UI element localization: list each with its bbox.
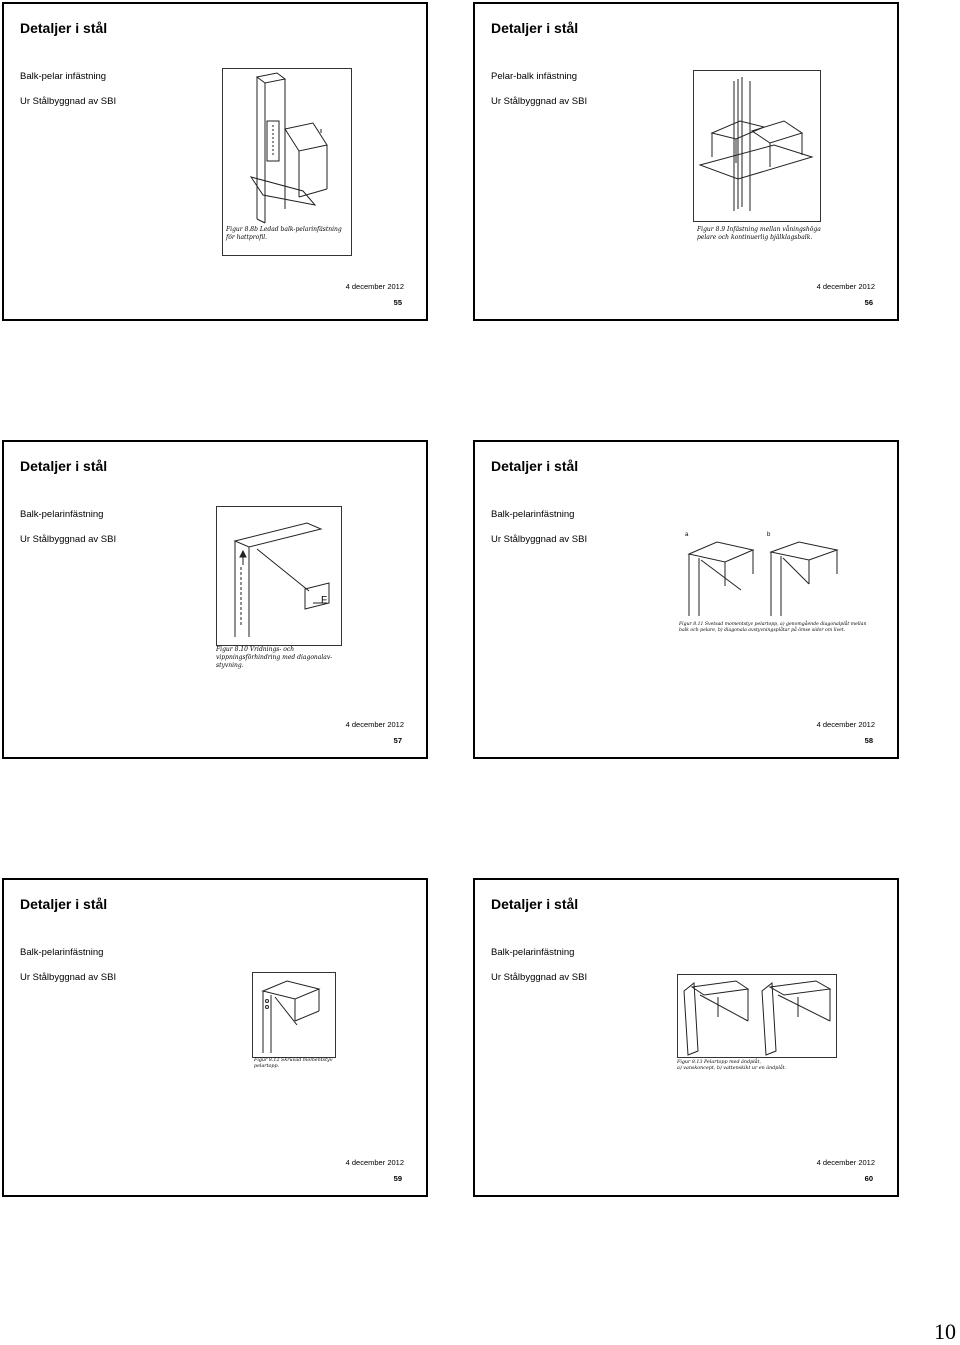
- slide-source: Ur Stålbyggnad av SBI: [491, 96, 588, 107]
- figure-caption: Figur 8.9 Infästning mellan våningshöga pelare och kontinuerlig bjälklagsbalk.: [697, 226, 821, 241]
- slide-58: [473, 440, 899, 759]
- slide-56: [473, 2, 899, 321]
- slide-date: 4 december 2012: [816, 720, 875, 729]
- slide-number: 60: [864, 1174, 873, 1183]
- figure-caption: Figur 8.10 Vridnings- och vippningsförhindring med diagonalav- styvning.: [216, 646, 333, 669]
- slide-title: Detaljer i stål: [491, 458, 579, 474]
- slide-title: Detaljer i stål: [491, 896, 579, 912]
- slide-subtitle: Pelar-balk infästning: [491, 71, 578, 82]
- force-label-f: F: [321, 595, 328, 606]
- figure-column-beam-joint: [693, 70, 821, 222]
- bolted-column-top-drawing: [253, 973, 335, 1057]
- slide-60: [473, 878, 899, 1197]
- slide-date: 4 december 2012: [345, 282, 404, 291]
- sub-figure-label-a: a: [685, 532, 689, 538]
- slide-57: [2, 440, 428, 759]
- diagonal-stiffener-drawing: [217, 507, 341, 645]
- slide-date: 4 december 2012: [345, 720, 404, 729]
- figure-caption: Figur 8.13 Pelartopp med ändplåt, a) vanskoncept, b) vattenskikt ur en ändplåt.: [677, 1060, 787, 1071]
- figure-bolted-column-top: [252, 972, 336, 1058]
- figure-welded-column-top: [681, 532, 845, 618]
- slide-source: Ur Stålbyggnad av SBI: [20, 534, 117, 545]
- slide-number: 57: [393, 736, 402, 745]
- slide-source: Ur Stålbyggnad av SBI: [491, 534, 588, 545]
- page-number: 10: [934, 1319, 956, 1344]
- sub-figure-label-b: b: [767, 532, 771, 538]
- slide-subtitle: Balk-pelar infästning: [20, 71, 107, 82]
- slide-title: Detaljer i stål: [491, 20, 579, 36]
- welded-column-top-drawing: [681, 532, 845, 618]
- slide-subtitle: Balk-pelarinfästning: [491, 947, 575, 958]
- slide-date: 4 december 2012: [816, 282, 875, 291]
- slide-date: 4 december 2012: [816, 1158, 875, 1167]
- slide-number: 59: [393, 1174, 402, 1183]
- slide-number: 55: [393, 298, 402, 307]
- slide-source: Ur Stålbyggnad av SBI: [20, 96, 117, 107]
- slide-subtitle: Balk-pelarinfästning: [20, 509, 104, 520]
- figure-caption: Figur 8.12 Skruvad momentstyv pelartopp.: [254, 1058, 333, 1069]
- figure-caption: Figur 8.8b Ledad balk-pelarinfästning för hattprofil.: [226, 226, 342, 241]
- slide-title: Detaljer i stål: [20, 458, 108, 474]
- figure-caption: Figur 8.11 Svetsad momentstyv pelartopp, a) genomgående diagonalplåt mellan balk och pelare, b) diagonala avstyvningsplåtar på ömse sidor om livet.: [679, 622, 867, 633]
- column-top-end-plate-drawing: [678, 975, 836, 1057]
- slide-date: 4 december 2012: [345, 1158, 404, 1167]
- slide-source: Ur Stålbyggnad av SBI: [20, 972, 117, 983]
- slide-subtitle: Balk-pelarinfästning: [20, 947, 104, 958]
- figure-diagonal-stiffener: [216, 506, 342, 646]
- figure-column-top-end-plate: [677, 974, 837, 1058]
- slide-59: [2, 878, 428, 1197]
- slide-title: Detaljer i stål: [20, 20, 108, 36]
- slide-number: 58: [864, 736, 873, 745]
- slide-source: Ur Stålbyggnad av SBI: [491, 972, 588, 983]
- slide-title: Detaljer i stål: [20, 896, 108, 912]
- slide-subtitle: Balk-pelarinfästning: [491, 509, 575, 520]
- column-beam-drawing: [694, 71, 820, 221]
- slide-number: 56: [864, 298, 873, 307]
- slide-55: [2, 2, 428, 321]
